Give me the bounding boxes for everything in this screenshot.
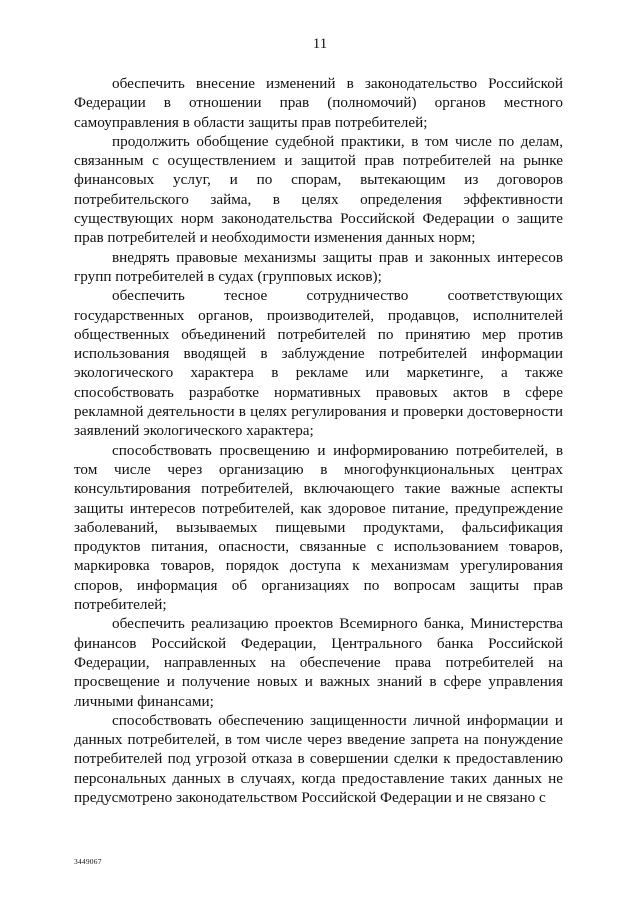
paragraph-financial-literacy: обеспечить реализацию проектов Всемирного банка, Министерства финансов Российской Федерации, Центрального банка Российской Федерации, направленных на обеспечение права потребителей на просвещение и получение новых и важных знаний в сфере управления личными финансами;	[74, 615, 563, 710]
page-number: 11	[312, 36, 328, 52]
paragraph-consumer-education: способствовать просвещению и информированию потребителей, в том числе через организацию в многофункциональных центрах консультирования потребителей, включающего такие важные аспекты защиты интересов потребителей, как здоровое питание, предупреждение заболеваний, вызываемых пищевыми продуктами, фальсификация продуктов питания, опасности, связанные с использованием товаров, маркировка товаров, порядок доступа к механизмам урегулирования споров, информация об организациях по вопросам защиты прав потребителей;	[74, 441, 563, 614]
paragraph-class-actions: внедрять правовые механизмы защиты прав и законных интересов групп потребителей в судах (групповых исков);	[74, 248, 563, 285]
paragraph-environmental-claims: обеспечить тесное сотрудничество соответствующих государственных органов, производителей, продавцов, исполнителей общественных объединений потребителей по принятию мер против использования вводящей в заблуждение потребителей информации экологического характера в рекламе или маркетинге, а также способствовать разработке нормативных правовых актов в сфере рекламной деятельности в целях регулирования и проверки достоверности заявлений экологического характера;	[74, 287, 563, 440]
paragraph-legislation-amendments: обеспечить внесение изменений в законодательство Российской Федерации в отношении прав (полномочий) органов местного самоуправления в области защиты прав потребителей;	[74, 75, 563, 131]
document-code: 3449067	[74, 857, 102, 866]
paragraph-personal-data: способствовать обеспечению защищенности личной информации и данных потребителей, в том числе через введение запрета на понуждение потребителей под угрозой отказа в совершении сделки к предоставлению персональных данных в случаях, когда предоставление таких данных не предусмотрено законодательством Российской Федерации и не связано с	[74, 711, 563, 806]
document-body	[74, 74, 563, 807]
paragraph-judicial-practice: продолжить обобщение судебной практики, в том числе по делам, связанным с осуществлением и защитой прав потребителей на рынке финансовых услуг, и по спорам, вытекающим из договоров потребительского займа, в целях определения эффективности существующих норм законодательства Российской Федерации о защите прав потребителей и необходимости изменения данных норм;	[74, 132, 563, 247]
